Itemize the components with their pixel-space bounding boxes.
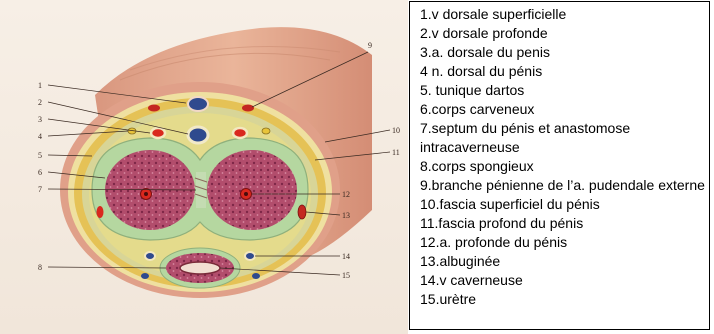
callout-14: 14 <box>342 252 350 261</box>
legend-item-15: 15.urètre <box>420 291 477 307</box>
callout-12: 12 <box>342 190 350 199</box>
dorsal-artery-left <box>151 128 165 138</box>
callout-5: 5 <box>38 151 42 160</box>
legend-item-10: 10.fascia superficiel du pénis <box>420 196 600 212</box>
legend-list <box>420 5 709 309</box>
external-pudendal-branch-right <box>242 105 254 112</box>
callout-4: 4 <box>38 132 42 141</box>
legend-item-12: 12.a. profonde du pénis <box>420 234 568 250</box>
legend-item-4: 4 n. dorsal du pénis <box>420 63 543 79</box>
cavernous-vein-right <box>245 252 255 260</box>
legend-box <box>409 1 710 330</box>
callout-10: 10 <box>392 126 400 135</box>
urethra <box>180 262 220 274</box>
superficial-dorsal-vein <box>188 97 208 111</box>
legend-item-11: 11.fascia profond du pénis <box>420 215 584 231</box>
legend-item-8: 8.corps spongieux <box>420 158 534 174</box>
callout-3: 3 <box>38 115 42 124</box>
legend-item-6: 6.corps carveneux <box>420 101 535 117</box>
deep-dorsal-vein <box>188 127 208 143</box>
callout-1: 1 <box>38 81 42 90</box>
legend-item-14: 14.v caverneuse <box>420 272 523 288</box>
callout-8: 8 <box>38 263 42 272</box>
callout-11: 11 <box>392 148 400 157</box>
dorsal-artery-right <box>233 128 247 138</box>
callout-7: 7 <box>38 185 42 194</box>
callout-6: 6 <box>38 168 42 177</box>
legend-item-2: 2.v dorsale profonde <box>420 25 548 41</box>
corpus-cavernosum-right <box>207 150 297 230</box>
callout-2: 2 <box>38 98 42 107</box>
legend-item-9: 9.branche pénienne de l’a. pudendale externe <box>420 177 705 193</box>
legend-item-13: 13.albuginée <box>420 253 501 269</box>
cavernous-vein-left <box>145 252 155 260</box>
legend-item-3: 3.a. dorsale du penis <box>420 44 550 60</box>
legend-item-1: 1.v dorsale superficielle <box>420 6 567 22</box>
dorsal-nerve-right <box>262 128 270 134</box>
callout-13: 13 <box>342 211 350 220</box>
penile-septum <box>196 172 206 208</box>
external-pudendal-branch-left <box>148 105 160 112</box>
legend-item-5: 5. tunique dartos <box>420 82 525 98</box>
callout-15: 15 <box>342 271 350 280</box>
legend-item-7: 7.septum du pénis et anastomose intracaverneuse <box>420 120 635 155</box>
callout-9: 9 <box>368 41 372 50</box>
